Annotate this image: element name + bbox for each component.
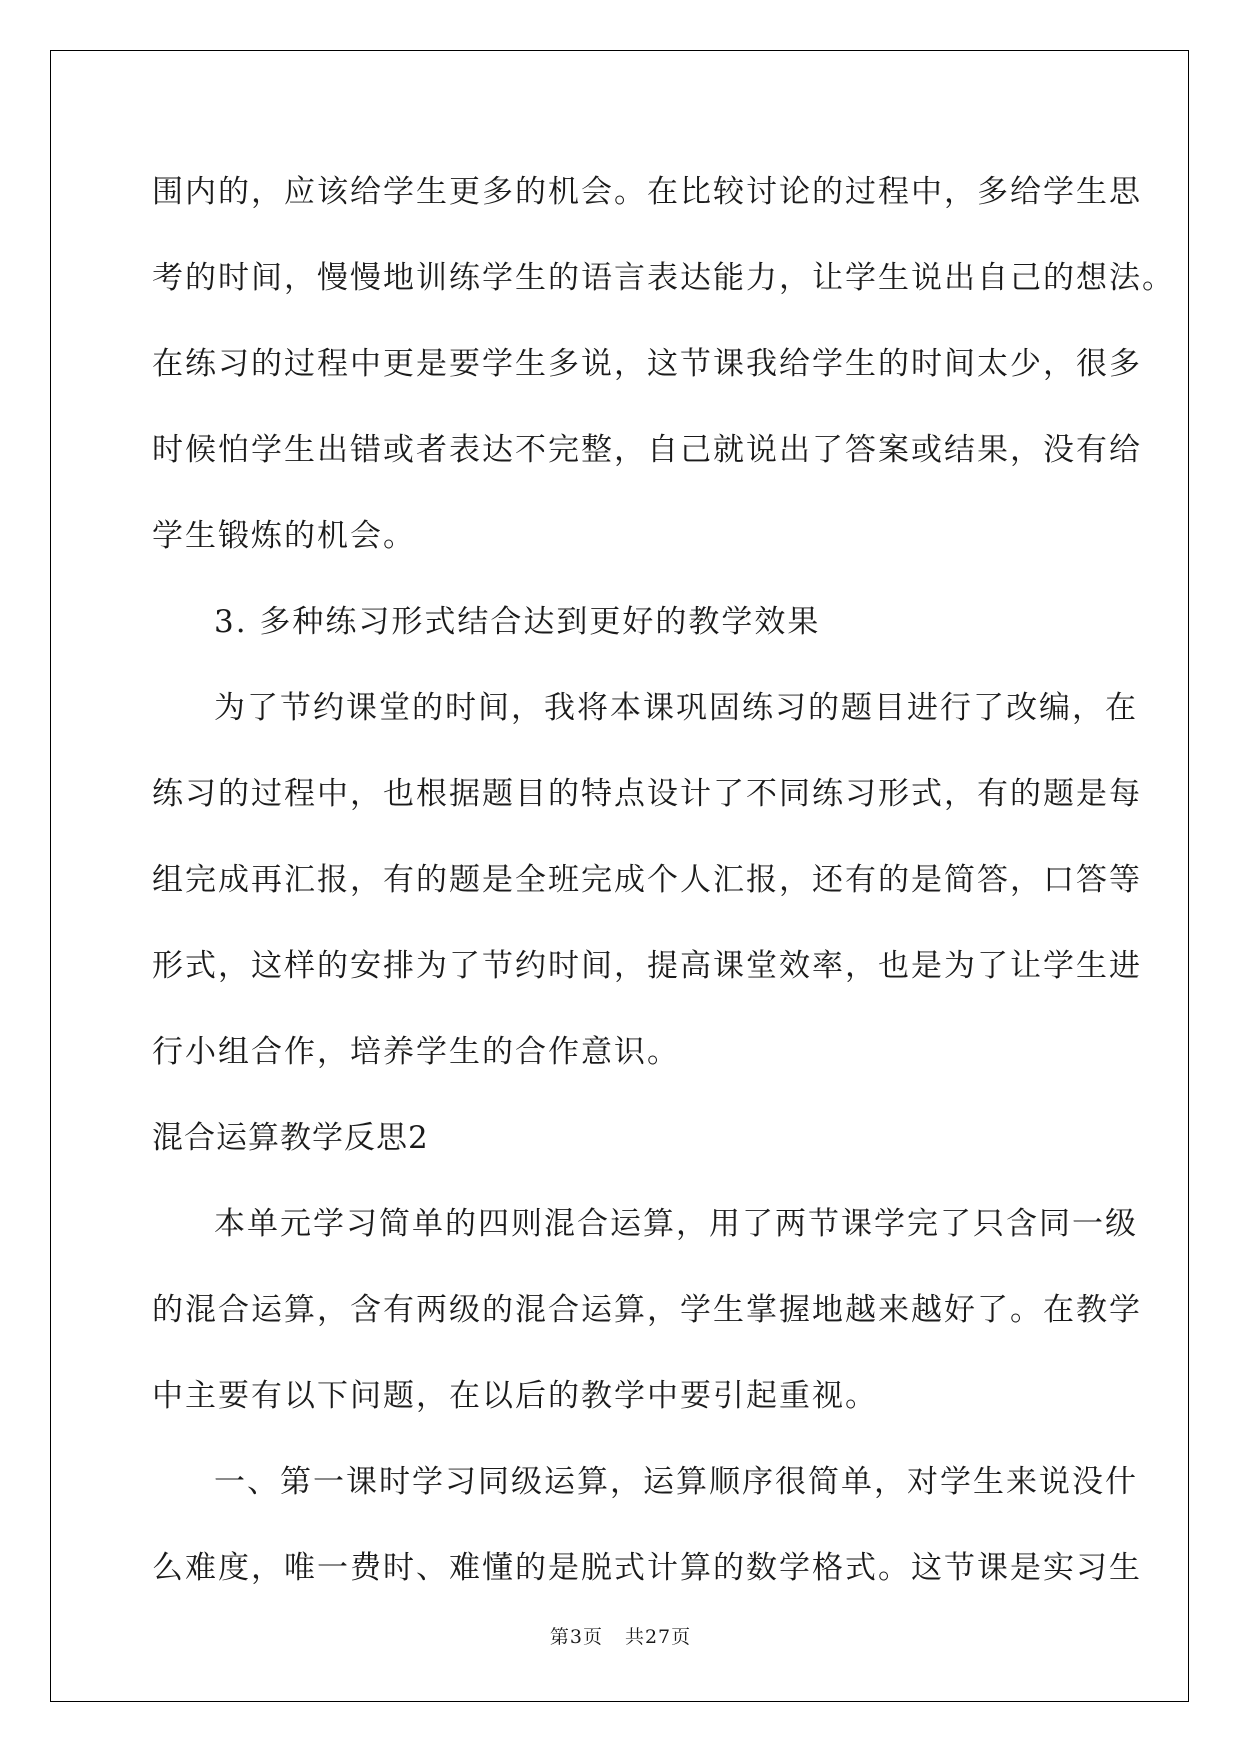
text-line: 考的时间，慢慢地训练学生的语言表达能力，让学生说出自己的想法。 bbox=[152, 260, 1175, 296]
text-line: 围内的，应该给学生更多的机会。在比较讨论的过程中，多给学生思 bbox=[152, 174, 1142, 210]
text-line: 中主要有以下问题，在以后的教学中要引起重视。 bbox=[152, 1378, 878, 1414]
page-number: 第3页 bbox=[549, 1626, 603, 1648]
text-line: 行小组合作，培养学生的合作意识。 bbox=[152, 1034, 680, 1070]
text-line: 时候怕学生出错或者表达不完整，自己就说出了答案或结果，没有给 bbox=[152, 432, 1142, 468]
text-line: 么难度，唯一费时、难懂的是脱式计算的数学格式。这节课是实习生 bbox=[152, 1550, 1142, 1586]
page-footer bbox=[0, 1622, 1241, 1649]
paragraph-start: 为了节约课堂的时间，我将本课巩固练习的题目进行了改编，在 bbox=[214, 690, 1138, 726]
paragraph-start: 一、第一课时学习同级运算，运算顺序很简单，对学生来说没什 bbox=[214, 1464, 1138, 1500]
text-line: 形式，这样的安排为了节约时间，提高课堂效率，也是为了让学生进 bbox=[152, 948, 1142, 984]
section-heading: 3. 多种练习形式结合达到更好的教学效果 bbox=[214, 604, 821, 640]
text-line: 组完成再汇报，有的题是全班完成个人汇报，还有的是简答，口答等 bbox=[152, 862, 1142, 898]
article-title: 混合运算教学反思2 bbox=[152, 1120, 429, 1156]
page-total: 共27页 bbox=[624, 1626, 692, 1648]
text-line: 练习的过程中，也根据题目的特点设计了不同练习形式，有的题是每 bbox=[152, 776, 1142, 812]
document-body bbox=[152, 165, 1175, 1627]
paragraph-start: 本单元学习简单的四则混合运算，用了两节课学完了只含同一级 bbox=[214, 1206, 1138, 1242]
text-line: 学生锻炼的机会。 bbox=[152, 518, 416, 554]
text-line: 在练习的过程中更是要学生多说，这节课我给学生的时间太少，很多 bbox=[152, 346, 1142, 382]
text-line: 的混合运算，含有两级的混合运算，学生掌握地越来越好了。在教学 bbox=[152, 1292, 1142, 1328]
